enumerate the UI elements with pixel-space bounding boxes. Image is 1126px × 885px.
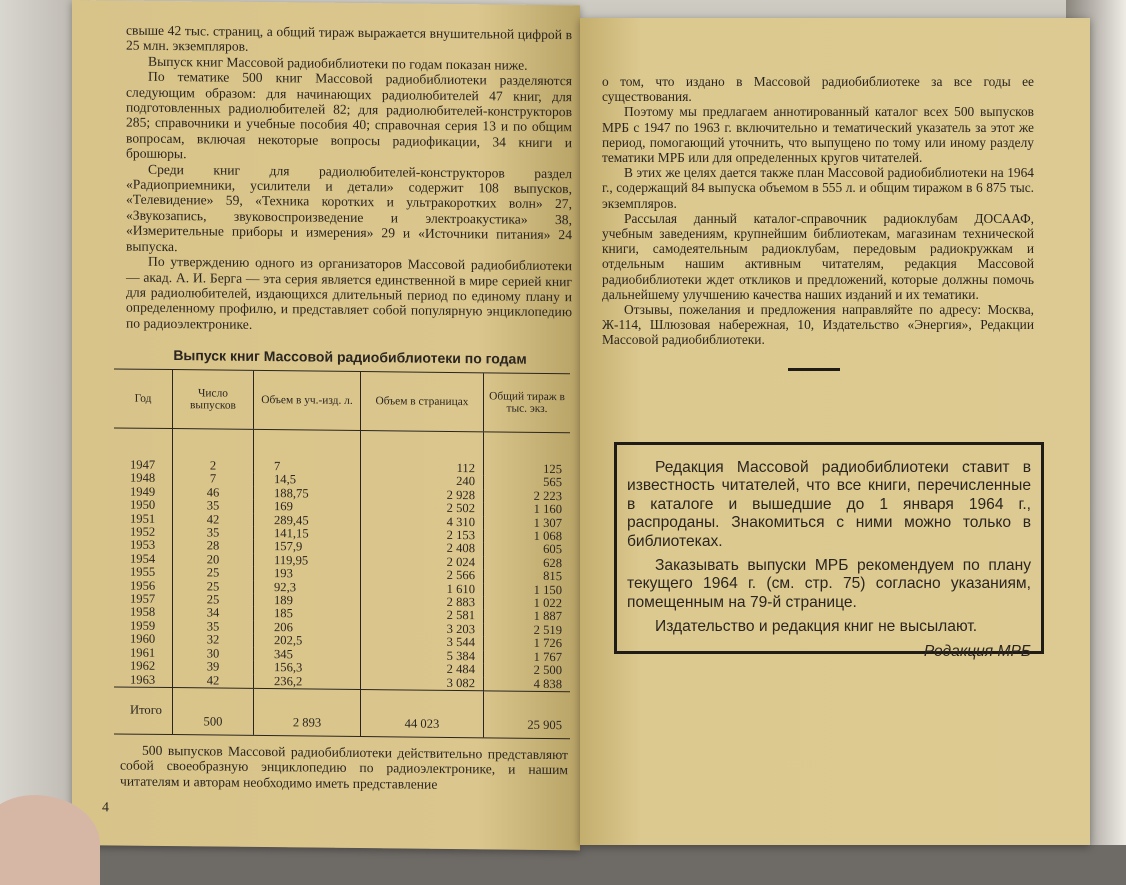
cell-volume-sheets: 157,9 [254, 540, 361, 555]
cell-volume-sheets: 185 [254, 607, 361, 622]
cell-circulation: 1 726 [484, 637, 571, 651]
cell-year: 1952 [130, 524, 156, 539]
total-issues: 500 [173, 687, 254, 735]
right-paragraph-1: о том, что издано в Массовой радиобиблиотеке за все годы ее существования. [602, 74, 1034, 105]
right-paragraph-3: В этих же целях дается также план Массовой радиобиблиотеки на 1964 г., содержащий 84 выпуска объемом в 555 л. и общим тиражом в 6 875 тыс. экземпляров. [602, 165, 1034, 211]
cell-volume-sheets: 289,45 [254, 514, 361, 529]
right-paragraph-5: Отзывы, пожелания и предложения направляйте по адресу: Москва, Ж-114, Шлюзовая набережная, 10, Издательство «Энергия», Редакции Массовой радиобиблиотеки. [602, 302, 1034, 348]
cell-volume-sheets: 202,5 [254, 634, 361, 649]
cell-year: 1957 [130, 591, 156, 606]
total-volume-sheets: 2 893 [254, 688, 361, 736]
cell-year: 1963 [130, 672, 156, 687]
cell-circulation: 628 [484, 556, 571, 570]
cell-circulation: 1 068 [484, 529, 571, 543]
cell-volume-sheets: 189 [254, 594, 361, 609]
cell-volume-sheets: 92,3 [254, 581, 361, 596]
cell-volume-sheets: 206 [254, 621, 361, 636]
cell-issues: 7 [173, 472, 254, 486]
cell-volume-pages: 2 502 [361, 501, 484, 516]
cell-volume-pages: 2 024 [361, 555, 484, 570]
left-paragraph-bottom: 500 выпусков Массовой радиобиблиотеки действительно представляют собой своеобразную энциклопедию по радиоэлектронике, и нашим читателям и авторам необходимо иметь представление [120, 742, 568, 792]
separator-rule [788, 368, 840, 371]
cell-issues: 25 [173, 566, 254, 580]
left-paragraph-3: По тематике 500 книг Массовой радиобиблиотеки разделяются следующим образом: для начинающих радиолюбителей 47 книг, для подготовленных радиолюбителей 82; для радиолюбителей-конструкторов 285; справочники и учебные пособия 40; справочная серия 13 и по общим вопросам, включая некоторые вопросы радиофикации, 34 книги и брошюры. [126, 69, 572, 162]
cell-year: 1953 [130, 538, 156, 553]
cell-year: 1955 [130, 564, 156, 580]
cell-volume-pages: 3 082 [361, 676, 484, 691]
cell-volume-pages: 112 [361, 431, 484, 476]
cell-year: 1949 [130, 484, 156, 499]
cell-issues: 35 [173, 526, 254, 540]
cell-year: 1956 [130, 578, 156, 593]
releases-table [114, 368, 570, 739]
cell-circulation: 1 307 [484, 516, 571, 530]
cell-issues: 35 [173, 499, 254, 513]
cell-volume-sheets: 169 [254, 500, 361, 515]
cell-volume-pages: 2 153 [361, 528, 484, 543]
table-title: Выпуск книг Массовой радиобиблиотеки по годам [173, 347, 527, 367]
left-paragraph-4: Среди книг для радиолюбителей-конструкторов раздел «Радиоприемники, усилители и детали» содержит 108 выпусков, «Телевидение» 59, «Техника коротких и ультракоротких волн» 27, «Звукозапись, звуковоспроизведение и электроакустика» 38, «Измерительные приборы и измерения» 29 и «Источники питания» 24 выпуска. [126, 161, 572, 254]
cell-year: 1962 [130, 658, 156, 673]
cell-year: 1960 [130, 631, 156, 647]
table-row [114, 428, 570, 477]
cell-volume-sheets: 156,3 [254, 661, 361, 676]
cell-issues: 25 [173, 593, 254, 607]
cell-year: 1959 [130, 618, 156, 633]
header-circulation: Общий тираж в тыс. экз. [484, 373, 571, 433]
table-header-row [114, 369, 570, 433]
cell-issues: 30 [173, 647, 254, 661]
cell-issues: 32 [173, 633, 254, 647]
cell-year: 1958 [130, 605, 156, 620]
notice-paragraph-3: Издательство и редакция книг не высылают. [655, 618, 978, 636]
cell-circulation: 125 [484, 432, 571, 477]
header-year: Год [114, 369, 173, 429]
right-paragraph-4: Рассылая данный каталог-справочник радиоклубам ДОСААФ, учебным заведениям, крупнейшим библиотекам, магазинам технической книги, самодеятельным радиоклубам, передовым радиокружкам и отдельным нашим активным читателям, редакция Массовой радиобиблиотеки ждет откликов и предложений, которые должны помочь дальнейшему улучшению качества наших изданий и их тематики. [602, 210, 1034, 302]
table-body [114, 428, 570, 739]
cell-year: 1948 [130, 471, 156, 486]
left-paragraph-2: Выпуск книг Массовой радиобиблиотеки по годам показан ниже. [148, 53, 528, 73]
cell-circulation: 565 [484, 476, 571, 490]
cell-volume-sheets: 119,95 [254, 554, 361, 569]
right-paragraph-2: Поэтому мы предлагаем аннотированный каталог всех 500 выпусков МРБ с 1947 по 1963 г. включительно и тематический указатель за этот же период, помогающий уточнить, что выпущено по тому или иному разделу тематики МРБ или для определенных кругов читателей. [602, 104, 1034, 166]
cell-issues: 42 [173, 513, 254, 527]
left-paragraph-5: По утверждению одного из организаторов Массовой радиобиблиотеки — акад. А. И. Берга — эта серия является единственной в мире серией книг для радиолюбителей, издающихся длительный период по единому плану и определенному профилю, и представляет собой популярную энциклопедию по радиоэлектронике. [126, 253, 572, 332]
cell-year: 1951 [130, 511, 156, 526]
cell-circulation: 2 223 [484, 489, 571, 503]
left-paragraph-1: свыше 42 тыс. страниц, а общий тираж выражается внушительной цифрой в 25 млн. экземпляров. [126, 22, 572, 55]
notice-paragraph-1: Редакция Массовой радиобиблиотеки ставит в известность читателей, что все книги, перечисленные в каталоге и вышедшие до 1 января 1964 г., распроданы. Знакомиться с ними можно только в библиотеках. [627, 459, 1031, 550]
cell-issues: 42 [173, 674, 254, 689]
cell-volume-sheets: 141,15 [254, 527, 361, 542]
cell-circulation: 1 767 [484, 650, 571, 664]
cell-volume-sheets: 193 [254, 567, 361, 582]
cell-circulation: 2 500 [484, 663, 571, 677]
cell-circulation: 4 838 [484, 677, 571, 692]
header-volume-pages: Объем в страницах [361, 372, 484, 432]
cell-volume-sheets: 14,5 [254, 473, 361, 488]
cell-volume-pages: 2 484 [361, 662, 484, 677]
cell-issues: 25 [173, 580, 254, 594]
cell-circulation: 605 [484, 543, 571, 557]
cell-volume-pages: 2 408 [361, 541, 484, 556]
total-year: Итого [114, 687, 173, 735]
notice-paragraph-2: Заказывать выпуски МРБ рекомендуем по плану текущего 1964 г. (см. стр. 75) согласно указаниям, помещенным на 79-й странице. [627, 557, 1031, 611]
notice-box [614, 442, 1044, 660]
cell-volume-pages: 3 544 [361, 635, 484, 650]
cell-issues: 46 [173, 486, 254, 500]
cell-issues: 35 [173, 620, 254, 634]
total-circulation: 25 905 [484, 691, 571, 739]
header-volume-sheets: Объем в уч.-изд. л. [254, 370, 361, 430]
cell-issues: 28 [173, 539, 254, 553]
cell-volume-pages: 5 384 [361, 649, 484, 664]
cell-issues: 20 [173, 553, 254, 567]
right-page-text [602, 74, 1034, 348]
page-number: 4 [102, 800, 109, 816]
cell-circulation: 815 [484, 570, 571, 584]
cell-issues: 2 [173, 429, 254, 474]
cell-year: 1947 [130, 457, 156, 472]
cell-volume-pages: 240 [361, 474, 484, 489]
cell-volume-pages: 2 928 [361, 488, 484, 503]
cell-circulation: 1 160 [484, 503, 571, 517]
cell-volume-pages: 4 310 [361, 515, 484, 530]
left-page-text [126, 23, 572, 336]
cell-volume-pages: 2 581 [361, 608, 484, 623]
cell-year: 1961 [130, 645, 156, 660]
total-volume-pages: 44 023 [361, 689, 484, 737]
cell-issues: 39 [173, 660, 254, 674]
cell-circulation: 1 887 [484, 610, 571, 624]
left-page [72, 0, 580, 850]
cell-circulation: 1 150 [484, 583, 571, 597]
cell-issues: 34 [173, 607, 254, 621]
cell-year: 1954 [130, 551, 156, 566]
notice-signature: Редакция МРБ [923, 642, 1031, 660]
table-total-row [114, 687, 570, 739]
header-issues: Число выпусков [173, 370, 254, 430]
cell-volume-sheets: 7 [254, 429, 361, 474]
cell-circulation: 2 519 [484, 623, 571, 637]
cell-volume-sheets: 236,2 [254, 674, 361, 689]
right-page [580, 18, 1090, 845]
cell-volume-sheets: 188,75 [254, 487, 361, 502]
cell-volume-pages: 1 610 [361, 582, 484, 597]
cell-volume-pages: 2 883 [361, 595, 484, 610]
cell-volume-pages: 2 566 [361, 568, 484, 583]
cell-volume-sheets: 345 [254, 648, 361, 663]
cell-circulation: 1 022 [484, 596, 571, 610]
cell-volume-pages: 3 203 [361, 622, 484, 637]
cell-year: 1950 [130, 497, 156, 513]
left-page-bottom-text [120, 743, 568, 794]
